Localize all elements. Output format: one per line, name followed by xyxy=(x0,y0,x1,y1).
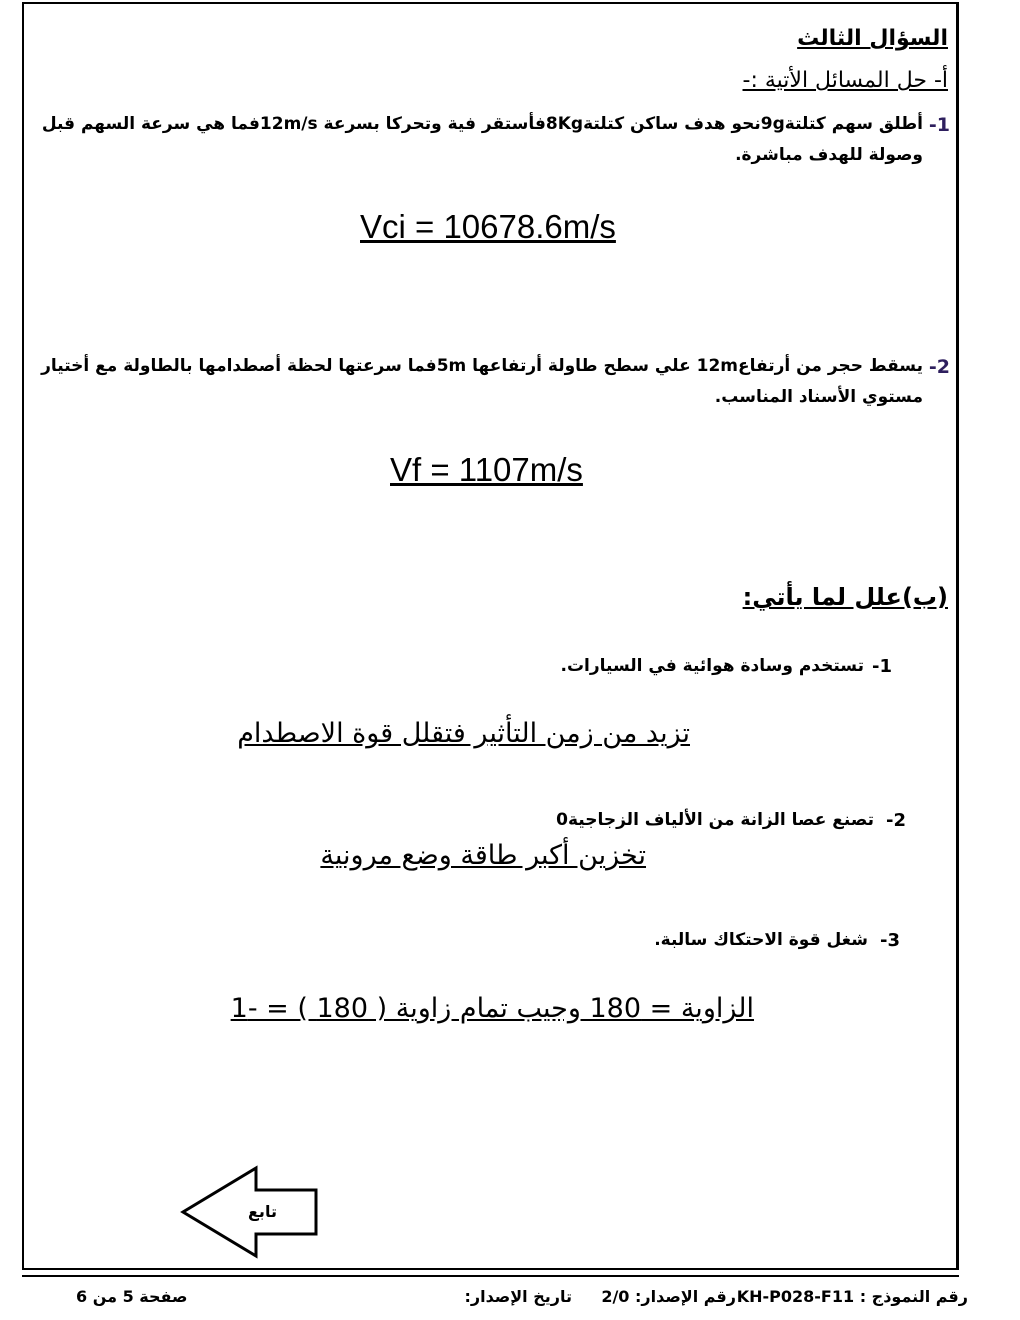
problem2-number: 2- xyxy=(928,356,950,378)
footer-page-number: صفحة 5 من 6 xyxy=(76,1287,188,1306)
footer-form-number: رقم النموذج : KH-P028-F11 xyxy=(736,1287,968,1306)
part-b-item1-number: 1- xyxy=(871,656,892,677)
part-b-item3-answer: الزاوية = 180 وجيب تمام زاوية ( 180 ) = -1 xyxy=(230,993,754,1024)
section-title: السؤال الثالث xyxy=(797,26,948,51)
part-b-item2-answer: تخزين أكبر طاقة وضع مرونية xyxy=(320,840,646,871)
continue-label: تابع xyxy=(248,1202,277,1221)
part-b-item3-number: 3- xyxy=(879,930,900,951)
page-frame-bottom-double xyxy=(22,1275,959,1277)
page-frame-top xyxy=(22,2,959,4)
problem2-text-line1: يسقط حجر من أرتفاع12m علي سطح طاولة أرتفاعها 5mفما سرعتها لحظة أصطدامها بالطاولة مع أختيار xyxy=(41,356,923,376)
continue-arrow[interactable] xyxy=(180,1165,320,1263)
footer-issue-date: تاريخ الإصدار: xyxy=(464,1287,572,1306)
part-b-heading: (ب)علل لما يأتي: xyxy=(742,583,948,611)
part-b-item2-number: 2- xyxy=(885,810,906,831)
page-frame-right xyxy=(956,2,959,1270)
part-b-item3-question: شغل قوة الاحتكاك سالبة. xyxy=(654,930,868,950)
footer-version: رقم الإصدار: 2/0 xyxy=(601,1287,736,1306)
part-b-item2-question: تصنع عصا الزانة من الألياف الزجاجية0 xyxy=(556,810,874,830)
problem1-text-line1: أطلق سهم كتلتة9gنحو هدف ساكن كتلتة8Kgفأستقر فية وتحركا بسرعة 12m/sفما هي سرعة السهم قبل xyxy=(41,114,923,134)
page-frame-left xyxy=(22,2,24,1270)
problem2-text-line2: مستوي الأسناد المناسب. xyxy=(714,387,923,407)
page-frame-bottom xyxy=(22,1268,959,1270)
problem1-text-line2: وصولة للهدف مباشرة. xyxy=(735,145,923,165)
problem1-number: 1- xyxy=(928,114,950,136)
part-a-heading: أ- حل المسائل الأتية :- xyxy=(742,68,948,93)
problem1-answer: Vci = 10678.6m/s xyxy=(360,208,616,245)
problem2-answer: Vf = 1107m/s xyxy=(390,451,583,488)
part-b-item1-question: تستخدم وسادة هوائية في السيارات. xyxy=(560,656,864,676)
part-b-item1-answer: تزيد من زمن التأثير فتقلل قوة الاصطدام xyxy=(237,718,690,749)
